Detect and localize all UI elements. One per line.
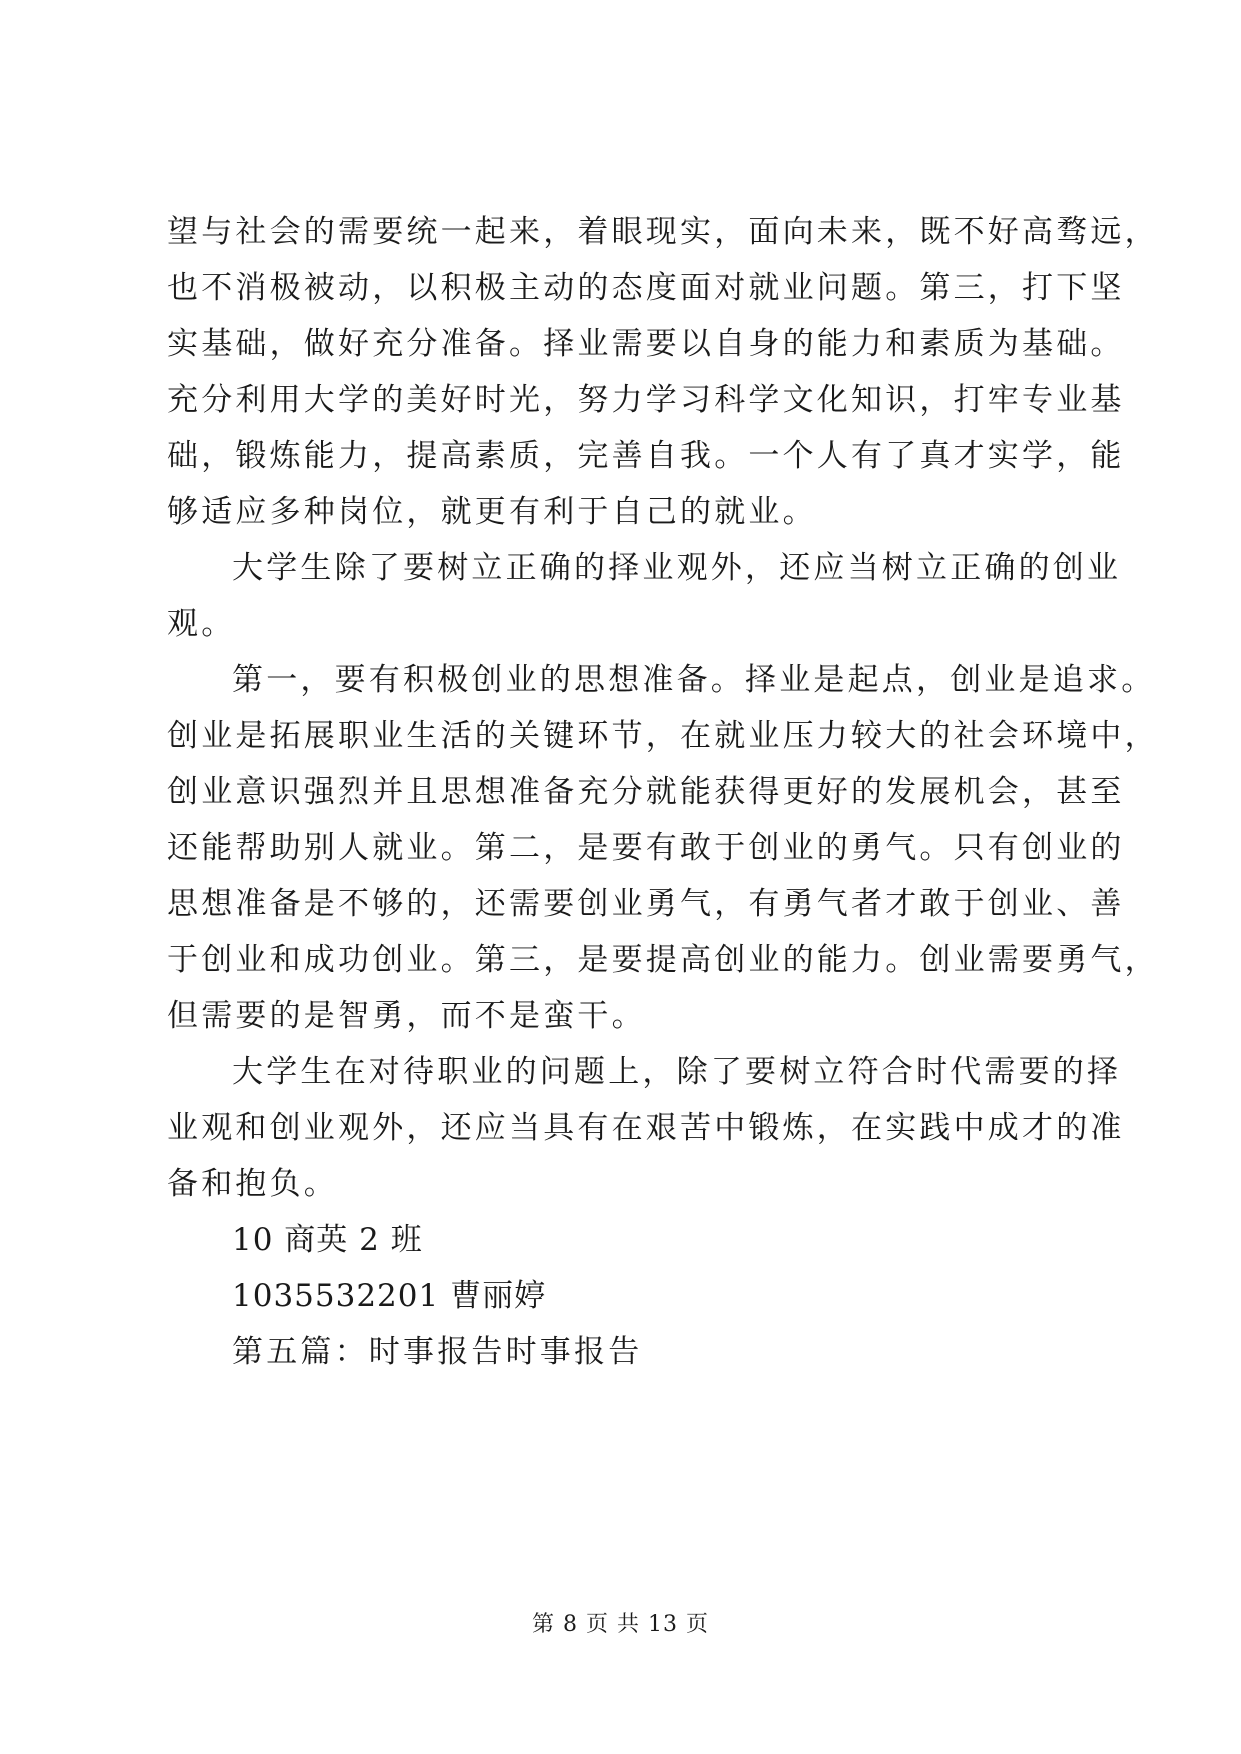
text-line: 还能帮助别人就业。第二，是要有敢于创业的勇气。只有创业的 bbox=[167, 830, 1125, 866]
text-line: 够适应多种岗位，就更有利于自己的就业。 bbox=[167, 494, 817, 530]
text-line: 础，锻炼能力，提高素质，完善自我。一个人有了真才实学，能 bbox=[167, 438, 1125, 474]
text-line: 观。 bbox=[167, 606, 236, 642]
text-line: 创业意识强烈并且思想准备充分就能获得更好的发展机会，甚至 bbox=[167, 774, 1125, 810]
paragraph-start-line: 第一，要有积极创业的思想准备。择业是起点，创业是追求。 bbox=[232, 662, 1156, 698]
text-line: 但需要的是智勇，而不是蛮干。 bbox=[167, 998, 646, 1034]
section-heading: 第五篇：时事报告时事报告 bbox=[232, 1334, 643, 1370]
text-line: 创业是拓展职业生活的关键环节，在就业压力较大的社会环境中， bbox=[167, 718, 1159, 754]
text-line: 于创业和成功创业。第三，是要提高创业的能力。创业需要勇气， bbox=[167, 942, 1159, 978]
text-line: 思想准备是不够的，还需要创业勇气，有勇气者才敢于创业、善 bbox=[167, 886, 1125, 922]
text-line: 望与社会的需要统一起来，着眼现实，面向未来，既不好高骛远， bbox=[167, 214, 1159, 250]
class-name-line: 10 商英 2 班 bbox=[232, 1222, 423, 1258]
text-line: 充分利用大学的美好时光，努力学习科学文化知识，打牢专业基 bbox=[167, 382, 1125, 418]
text-line: 也不消极被动，以积极主动的态度面对就业问题。第三，打下坚 bbox=[167, 270, 1125, 306]
text-line: 备和抱负。 bbox=[167, 1166, 338, 1202]
text-line: 实基础，做好充分准备。择业需要以自身的能力和素质为基础。 bbox=[167, 326, 1125, 362]
paragraph-start-line: 大学生在对待职业的问题上，除了要树立符合时代需要的择 bbox=[232, 1054, 1122, 1090]
text-line: 业观和创业观外，还应当具有在艰苦中锻炼，在实践中成才的准 bbox=[167, 1110, 1125, 1146]
paragraph-start-line: 大学生除了要树立正确的择业观外，还应当树立正确的创业 bbox=[232, 550, 1122, 586]
page-number-footer: 第 8 页 共 13 页 bbox=[532, 1612, 709, 1637]
student-id-line: 1035532201 曹丽婷 bbox=[232, 1278, 547, 1314]
